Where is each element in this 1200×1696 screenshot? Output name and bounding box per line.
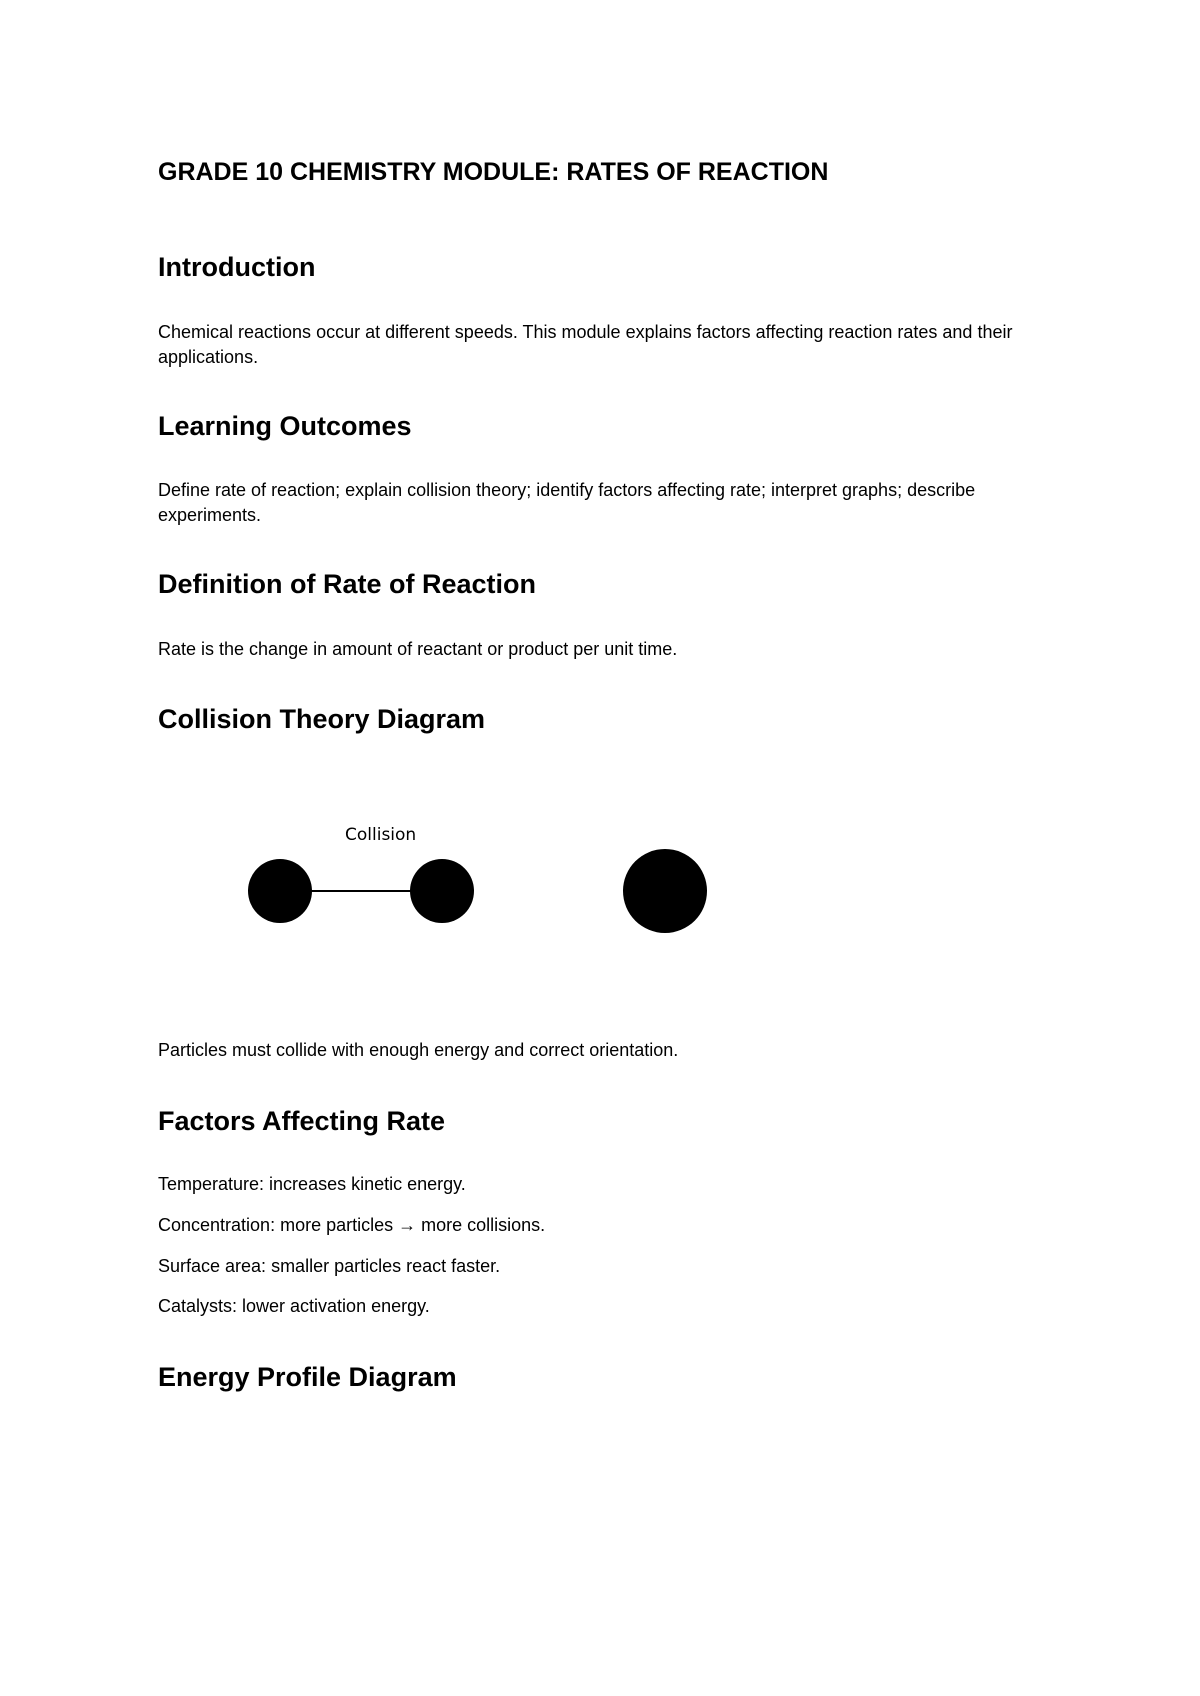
collision-diagram-svg [158, 820, 1058, 970]
collision-theory-caption: Particles must collide with enough energy and correct orientation. [158, 1040, 679, 1060]
reactant-particle-left [248, 859, 312, 923]
learning-outcomes-text: Define rate of reaction; explain collision theory; identify factors affecting rate; interpret graphs; describe experiments. [158, 480, 976, 525]
introduction-text: Chemical reactions occur at different speeds. This module explains factors affecting reaction rates and their applications. [158, 322, 1013, 367]
document-title: GRADE 10 CHEMISTRY MODULE: RATES OF REACTION [158, 158, 829, 186]
definition-heading: Definition of Rate of Reaction [158, 569, 536, 599]
collision-theory-heading: Collision Theory Diagram [158, 704, 486, 734]
energy-profile-heading: Energy Profile Diagram [158, 1362, 457, 1392]
factor-item-concentration: Concentration: more particles → more collisions. [158, 1215, 546, 1235]
learning-outcomes-heading: Learning Outcomes [158, 411, 412, 441]
factor-item-temperature: Temperature: increases kinetic energy. [158, 1174, 466, 1194]
factors-heading: Factors Affecting Rate [158, 1106, 446, 1136]
definition-text: Rate is the change in amount of reactant or product per unit time. [158, 639, 678, 659]
factor-item-surface-area: Surface area: smaller particles react faster. [158, 1256, 501, 1276]
factor-item-catalysts: Catalysts: lower activation energy. [158, 1296, 430, 1316]
collision-label: Collision [345, 825, 417, 845]
collision-diagram [158, 820, 1058, 970]
reactant-particle-right [410, 859, 474, 923]
product-particle [623, 849, 707, 933]
introduction-heading: Introduction [158, 252, 316, 282]
